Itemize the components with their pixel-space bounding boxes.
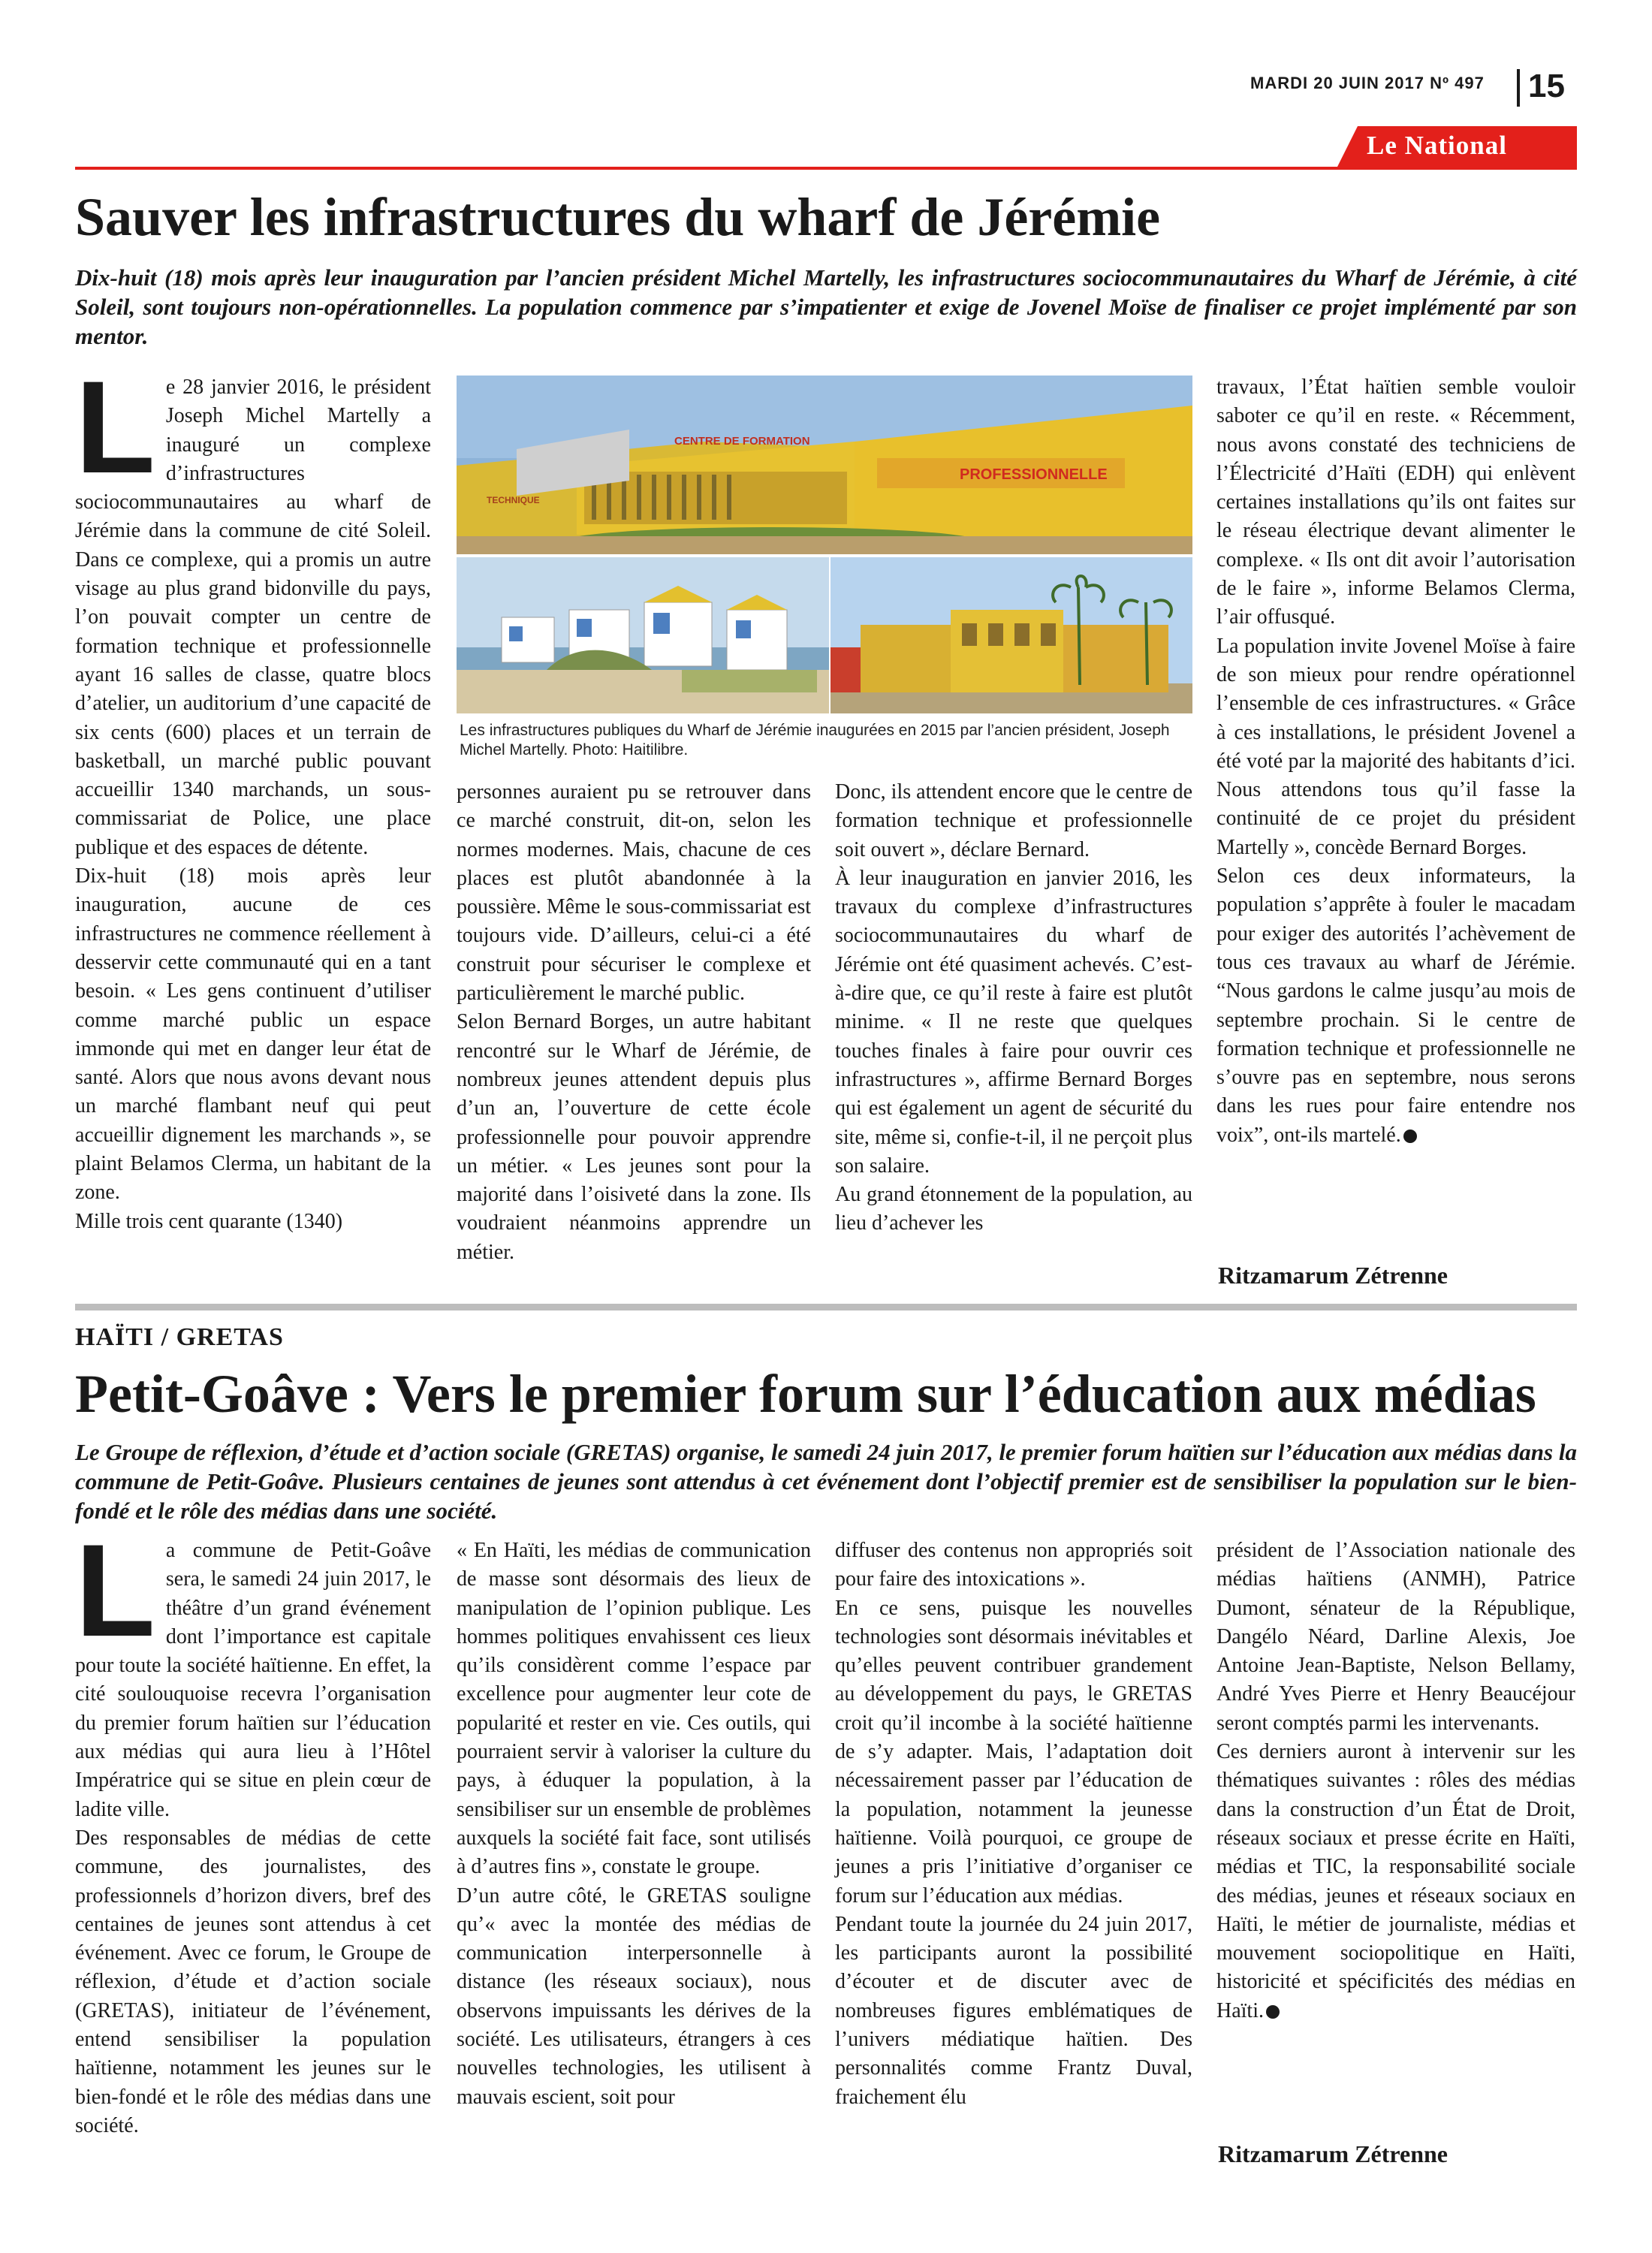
article1-column-1 xyxy=(75,354,431,1236)
article2-paragraph: Des responsables de médias de cette commune, des journalistes, des professionnels d’horizon divers, bref des centaines de jeunes sont attendus à cet événement. Avec ce forum, le Groupe de réflexion, d’étude et d’action sociale (GRETAS), initiateur de l’événement, entend sensibiliser la population haïtienne, notamment les jeunes sur le bien-fondé et le rôle des médias dans une société. xyxy=(75,1826,431,2137)
article2-column-1 xyxy=(75,1518,431,2140)
article1-paragraph: e 28 janvier 2016, le président Joseph Michel Martelly a inauguré un complexe d’infrastructures sociocommunautaires au wharf de Jérémie dans la commune de cité Soleil. Dans ce complexe, qui a promis un autre visage au plus grand bidonville du pays, l’on pouvait compter un centre de formation technique et professionnelle ayant 16 salles de classe, quatre blocs d’atelier, un auditorium d’une capacité de six cents (600) places et un terrain de basketball, un marché public pouvant accueillir 1340 marchands, un sous-commissariat de Police, une place publique et des espaces de détente. xyxy=(75,376,431,859)
article1-paragraph: travaux, l’État haïtien semble vouloir saboter ce qu’il en reste. « Récemment, nous avons constaté des techniciens de l’Électricité d’Haïti (EDH) qui enlèvent certaines installations qu’ils ont faites sur le réseau électrique devant alimenter le complexe. « Ils ont dit avoir l’autorisation de le faire », informe Belamos Clerma, l’air offusqué. xyxy=(1216,376,1575,629)
article1-paragraph: À leur inauguration en janvier 2016, les travaux du complexe d’infrastructures sociocommunautaires du wharf de Jérémie ont été quasiment achevés. C’est-à-dire que, ce qu’il reste à faire est plutôt minime. « Il ne reste que quelques touches finales à faire pour ouvrir ces infrastructures », affirme Bernard Borges qui est également un agent de sécurité du site, même si, confie-t-il, il ne perçoit plus son salaire. xyxy=(835,866,1192,1178)
article2-paragraph: président de l’Association nationale des médias haïtiens (ANMH), Patrice Dumont, sénateur de la République, Dangélo Néard, Darline Alexis, Joe Antoine Jean-Baptiste, Nelson Bellamy, André Yves Pierre et Henry Beaucéjour seront comptés parmi les intervenants. xyxy=(1216,1539,1575,1735)
article2-paragraph: Pendant toute la journée du 24 juin 2017, les participants auront la possibilité d’écouter et de discuter avec de nombreuses figures emblématiques de l’univers médiatique haïtien. Des personnalités comme Frantz Duval, fraichement élu xyxy=(835,1912,1192,2109)
article1-title: Sauver les infrastructures du wharf de Jérémie xyxy=(75,187,1161,247)
article1-dropcap: L xyxy=(75,354,155,501)
article1-paragraph: Selon Bernard Borges, un autre habitant rencontré sur le Wharf de Jérémie, de nombreux jeunes attendent depuis plus d’un an, l’ouverture de cette école professionnelle pour pouvoir apprendre un métier. « Les jeunes sont pour la majorité dans l’oisiveté dans la zone. Ils voudraient néanmoins apprendre un métier. xyxy=(457,1010,811,1264)
article2-paragraph xyxy=(1216,1738,1575,2025)
article2-dropcap: L xyxy=(75,1518,155,1664)
article1-paragraph: La population invite Jovenel Moïse à faire de son mieux pour rendre opérationnel l’ensemble de ces infrastructures. « Grâce à ces installations, le président Jovenel a été voté par la majorité des habitants d’ici. Nous attendons tous qu’il fasse la continuité de ce projet du président Martelly », concède Bernard Borges. xyxy=(1216,634,1575,859)
article2-column-3 xyxy=(835,1537,1192,2112)
article1-paragraph: Mille trois cent quarante (1340) xyxy=(75,1209,343,1233)
end-mark-icon xyxy=(1266,2005,1280,2019)
article2-paragraph: En ce sens, puisque les nouvelles technologies sont désormais inévitables et qu’elles peuvent contribuer grandement au développement du pays, le GRETAS croit qu’il incombe à la société haïtienne de s’y adapter. Mais, l’adaptation doit nécessairement passer par l’éducation de la population, notamment la jeunesse haïtienne. Voilà pourquoi, ce groupe de jeunes a pris l’initiative d’organiser ce forum sur l’éducation aux médias. xyxy=(835,1596,1192,1908)
article1-paragraph: Dix-huit (18) mois après leur inauguration, aucune de ces infrastructures ne commence réellement à desservir cette communauté qui en a tant besoin. « Les gens continuent d’utiliser comme marché public un espace immonde qui met en danger leur état de santé. Alors que nous avons devant nous un marché flambant neuf qui peut accueillir dignement les marchands », se plaint Belamos Clerma, un habitant de la zone. xyxy=(75,864,431,1205)
article2-paragraph: a commune de Petit-Goâve sera, le samedi 24 juin 2017, le théâtre d’un grand événement dont l’importance est capitale pour toute la société haïtienne. En effet, la cité soulouquoise recevra l’organisation du premier forum haïtien sur l’éducation aux médias qui aura lieu à l’Hôtel Impératrice qui se situe en plein cœur de ladite ville. xyxy=(75,1539,431,1821)
photo-yellow-complex xyxy=(831,557,1192,713)
article1-column-4 xyxy=(1216,373,1575,1150)
sign-text: CENTRE DE FORMATION xyxy=(674,435,810,448)
article1-paragraph: Au grand étonnement de la population, au lieu d’achever les xyxy=(835,1183,1192,1235)
article1-column-2 xyxy=(457,778,811,1267)
photo-training-center xyxy=(457,376,1192,554)
article1-column-3 xyxy=(835,778,1192,1238)
issue-date: MARDI 20 JUIN 2017 Nº 497 xyxy=(1250,74,1485,92)
article2-lede: Le Groupe de réflexion, d’étude et d’action sociale (GRETAS) organise, le samedi 24 juin 2017, le premier forum haïtien sur l’éducation aux médias dans la commune de Petit-Goâve. Plusieurs centaines de jeunes sont attendus à cet événement dont l’objectif premier est de sensibiliser la population sur le bien-fondé et le rôle des médias dans une société. xyxy=(75,1439,1577,1524)
article2-paragraph: « En Haïti, les médias de communication de masse sont désormais des lieux de manipulation de l’opinion publique. Les hommes politiques envahissent ces lieux qu’ils considèrent comme l’espace par excellence pour augmenter leur cote de popularité et rester en vie. Ces outils, qui pourraient servir à valoriser la culture du pays, à éduquer la population, à la sensibiliser sur un ensemble de problèmes auxquels la société fait face, sont utilisés à d’autres fins », constate le groupe. xyxy=(457,1539,812,1879)
article1-paragraph xyxy=(1216,862,1575,1150)
folio-divider xyxy=(1517,69,1520,107)
article2-paragraph: diffuser des contenus non appropriés soit pour faire des intoxications ». xyxy=(835,1539,1192,1591)
end-mark-icon xyxy=(1403,1130,1417,1143)
header-rule xyxy=(75,167,1577,170)
photo-harbor-buildings xyxy=(457,557,829,713)
article1-byline: Ritzamarum Zétrenne xyxy=(1218,1262,1448,1289)
article1-lede: Dix-huit (18) mois après leur inauguration par l’ancien président Michel Martelly, les infrastructures sociocommunautaires du Wharf de Jérémie, à cité Soleil, sont toujours non-opérationnelles. La population commence par s’impatienter et exige de Jovenel Moïse de finaliser ce projet implémenté par son mentor. xyxy=(75,264,1577,349)
section-label: Le National xyxy=(1367,131,1507,160)
article2-byline: Ritzamarum Zétrenne xyxy=(1218,2140,1448,2167)
article1-closing-text: Selon ces deux informateurs, la population s’apprête à fouler le macadam pour exiger des autorités l’achèvement de tous ces travaux au wharf de Jérémie. “Nous gardons le calme jusqu’au mois de septembre prochain. Si le centre de formation technique et professionnelle ne s’ouvre pas en septembre, nous serons dans les rues pour faire entendre nos voix”, ont-ils martelé. xyxy=(1216,864,1575,1147)
article-divider xyxy=(75,1304,1577,1310)
page-number: 15 xyxy=(1528,68,1565,104)
photo-caption: Les infrastructures publiques du Wharf de Jérémie inaugurées en 2015 par l’ancien président, Joseph Michel Martelly. Photo: Haitilibre. xyxy=(460,722,1170,759)
article2-paragraph: D’un autre côté, le GRETAS souligne qu’« avec la montée des médias de communication interpersonnelle à distance (les réseaux sociaux), nous observons impuissants les dérives de la société. Les utilisateurs, étrangers à ces nouvelles technologies, les utilisent à mauvais escient, soit pour xyxy=(457,1884,811,2109)
article2-column-2 xyxy=(457,1537,811,2112)
article2-title: Petit-Goâve : Vers le premier forum sur l’éducation aux médias xyxy=(75,1364,1536,1424)
sign-text: PROFESSIONNELLE xyxy=(960,466,1108,483)
article1-paragraph: personnes auraient pu se retrouver dans ce marché construit, dit-on, selon les normes modernes. Mais, chacune de ces places est plutôt abandonnée à la poussière. Même le sous-commissariat est toujours vide. D’ailleurs, celui-ci a été construit pour sécuriser le complexe et particulièrement le marché public. xyxy=(457,780,812,1006)
sign-text: TECHNIQUE xyxy=(487,495,540,505)
article1-paragraph: Donc, ils attendent encore que le centre de formation technique et professionnelle soit ouvert », déclare Bernard. xyxy=(835,780,1192,861)
article2-kicker: HAÏTI / GRETAS xyxy=(75,1323,284,1351)
article2-closing-text: Ces derniers auront à intervenir sur les thématiques suivantes : rôles des médias dans la construction d’un État de Droit, réseaux sociaux et presse écrite en Haïti, médias et TIC, la responsabilité sociale des médias, jeunes et réseaux sociaux en Haïti, le métier de journaliste, médias et mouvement sociopolitique en Haïti, historicité et spécificités des médias en Haïti. xyxy=(1216,1740,1575,2022)
article2-column-4 xyxy=(1216,1537,1575,2025)
